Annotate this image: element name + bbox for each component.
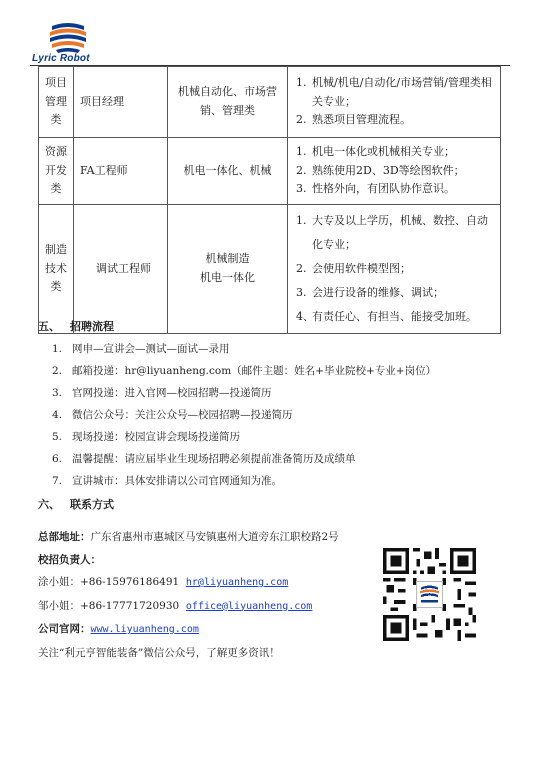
- section-title-process: 五、 招聘流程: [38, 320, 114, 333]
- position-cell: 项目经理: [74, 67, 168, 138]
- requirement-item: 大专及以上学历，机械、数控、自动化专业；: [312, 214, 488, 251]
- email-link-hr[interactable]: hr@liyuanheng.com: [185, 577, 289, 588]
- qr-code-icon: [383, 548, 476, 641]
- requirement-item: 熟练使用2D、3D等绘图软件；: [312, 163, 465, 177]
- list-item: 2. 邮箱投递：hr@liyuanheng.com（邮件主题：姓名+毕业院校+专业+岗位）: [52, 365, 437, 377]
- requirement-item: 机械/机电/自动化/市场营销/管理类相关专业；: [312, 75, 492, 108]
- address-line: 总部地址：广东省惠州市惠城区马安镇惠州大道旁东江职校路2号: [38, 531, 339, 543]
- position-cell: 调试工程师: [74, 205, 168, 334]
- position-cell: FA工程师: [74, 138, 168, 205]
- website-link[interactable]: www.liyuanheng.com: [90, 624, 199, 635]
- section-title-contact: 六、 联系方式: [38, 498, 114, 511]
- requirements-cell: 1. 大专及以上学历，机械、数控、自动化专业； 2. 会使用软件模型图； 3. 会进行设备的维修、调试； 4、 有责任心、有担当、能接受加班。: [288, 205, 501, 334]
- requirement-item: 机电一体化或机械相关专业；: [312, 144, 455, 158]
- table-row: [39, 138, 501, 205]
- requirements-cell: 1. 机电一体化或机械相关专业； 2. 熟练使用2D、3D等绘图软件； 3. 性格外向，有团队协作意识。: [288, 138, 501, 205]
- page-header: [30, 22, 510, 66]
- requirement-item: 有责任心、有担当、能接受加班。: [312, 310, 477, 323]
- requirement-item: 会使用软件模型图；: [312, 262, 411, 275]
- category-cell: 资源开发类: [39, 138, 74, 205]
- list-item: 1. 网申—宣讲会—测试—面试—录用: [52, 343, 230, 355]
- list-item: 7. 宣讲城市：具体安排请以公司官网通知为准。: [52, 475, 282, 487]
- major-cell: 机械制造 机电一体化: [168, 205, 288, 334]
- category-cell: 项目管理类: [39, 67, 74, 138]
- process-list: [52, 338, 436, 492]
- requirement-item: 熟悉项目管理流程。: [312, 113, 411, 127]
- contact-label: 校招负责人：: [38, 553, 101, 566]
- logo-text: Lyric Robot: [32, 53, 90, 64]
- follow-line: 关注“利元亨智能装备”微信公众号，了解更多资讯！: [38, 646, 280, 659]
- website-line: 公司官网：www.liyuanheng.com: [38, 623, 199, 635]
- table-row: [39, 205, 501, 334]
- email-link-office[interactable]: office@liyuanheng.com: [185, 600, 313, 612]
- requirements-cell: 1. 机械/机电/自动化/市场营销/管理类相关专业； 2. 熟悉项目管理流程。: [288, 67, 501, 138]
- list-item: 4. 微信公众号：关注公众号—校园招聘—投递简历: [52, 409, 293, 421]
- contact-line-1: 涂小姐：+86-15976186491 hr@liyuanheng.com: [38, 576, 289, 588]
- major-cell: 机械自动化、市场营销、管理类: [168, 67, 288, 138]
- list-item: 6. 温馨提醒：请应届毕业生现场招聘必须提前准备简历及成绩单: [52, 453, 356, 465]
- list-item: 3. 官网投递：进入官网—校园招聘—投递简历: [52, 387, 272, 399]
- contact-block: [38, 526, 339, 664]
- table-row: [39, 67, 501, 138]
- major-cell: 机电一体化、机械: [168, 138, 288, 205]
- requirement-item: 会进行设备的维修、调试；: [312, 286, 444, 299]
- requirement-item: 性格外向，有团队协作意识。: [312, 182, 455, 196]
- jobs-table: [38, 66, 501, 334]
- contact-line-2: 邹小姐：+86-17771720930 office@liyuanheng.com: [38, 599, 313, 612]
- list-item: 5. 现场投递：校园宣讲会现场投递简历: [52, 431, 240, 443]
- category-cell: 制造技术类: [39, 205, 74, 334]
